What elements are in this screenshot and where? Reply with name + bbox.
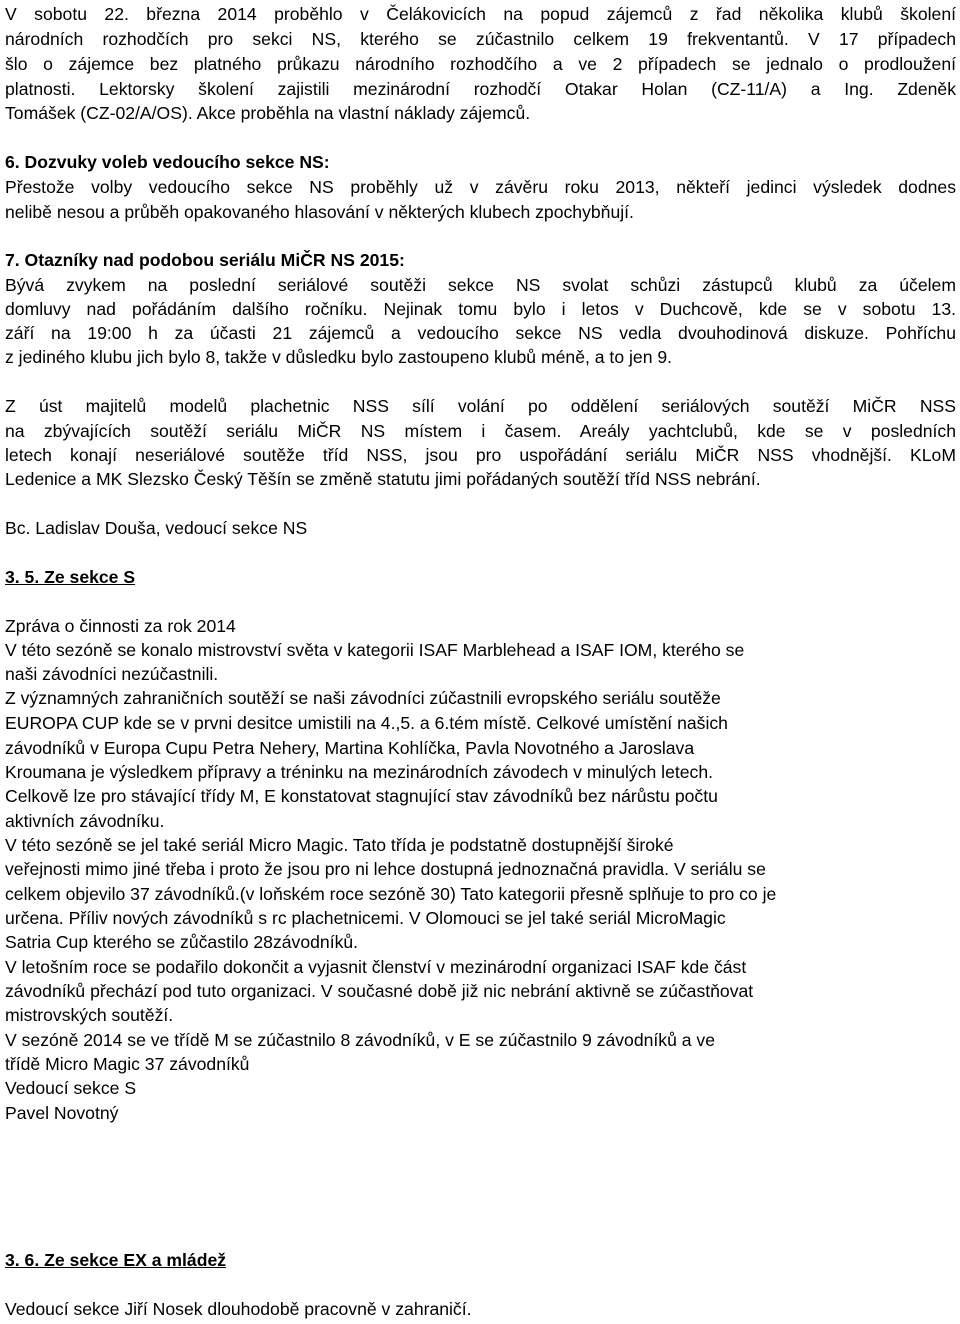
- signature-ns: Bc. Ladislav Douša, vedoucí sekce NS: [5, 518, 308, 538]
- paragraph-line: Vedoucí sekce Jiří Nosek dlouhodobě pracovně v zahraničí.: [5, 1299, 472, 1319]
- paragraph-line: závodníků přechází pod tuto organizaci. V současné době již nic nebrání aktivně se zúčastňovat: [5, 981, 754, 1001]
- paragraph-line: aktivních závodníku.: [5, 811, 165, 831]
- paragraph-line: závodníků v Europa Cupu Petra Nehery, Martina Kohlíčka, Pavla Novotného a Jaroslava: [5, 738, 695, 758]
- paragraph-line: platnosti. Lektorsky školení zajistili mezinárodní rozhodčí Otakar Holan (CZ-11/A) a Ing. Zdeněk: [5, 79, 956, 99]
- section-heading: 3. 6. Ze sekce EX a mládež: [5, 1250, 227, 1270]
- section-heading: 7. Otazníky nad podobou seriálu MiČR NS 2015:: [5, 250, 405, 270]
- paragraph-line: Celkově lze pro stávající třídy M, E konstatovat stagnující stav závodníků bez nárůstu počtu: [5, 786, 718, 806]
- paragraph-line: Bývá zvykem na poslední seriálové soutěži sekce NS svolat schůzi zástupců klubů za účelem: [5, 275, 956, 295]
- paragraph-line: V této sezóně se jel také seriál Micro Magic. Tato třída je podstatně dostupnější široké: [5, 835, 674, 855]
- paragraph-line: domluvy nad pořádáním dalšího ročníku. Nejinak tomu bylo i letos v Duchcově, kde se v sobotu 13.: [5, 299, 956, 319]
- paragraph-line: nelibě nesou a průběh opakovaného hlasování v některých klubech zpochybňují.: [5, 202, 634, 222]
- section-heading: 3. 5. Ze sekce S: [5, 567, 136, 587]
- signature-role: Vedoucí sekce S: [5, 1078, 137, 1098]
- paragraph-line: Přestože volby vedoucího sekce NS proběhly už v závěru roku 2013, někteří jedinci výsledek dodnes: [5, 177, 956, 197]
- paragraph-line: z jediného klubu jich bylo 8, takže v důsledku bylo zastoupeno klubů méně, a to jen 9.: [5, 347, 673, 367]
- paragraph-line: V této sezóně se konalo mistrovství světa v kategorii ISAF Marblehead a ISAF IOM, kterého se: [5, 640, 745, 660]
- paragraph-line: letech konají neseriálové soutěže tříd NSS, jsou pro uspořádání seriálu MiČR NSS vhodnější. KLoM: [5, 445, 956, 465]
- paragraph-line: září na 19:00 h za účasti 21 zájemců a vedoucího sekce NS vedla dvouhodinová diskuze. Pohříchu: [5, 323, 956, 343]
- paragraph-line: EUROPA CUP kde se v prvni desitce umistili na 4.,5. a 6.tém místě. Celkové umístění našich: [5, 713, 728, 733]
- paragraph-line: mistrovských soutěží.: [5, 1005, 174, 1025]
- paragraph-line: určena. Příliv nových závodníků s rc plachetnicemi. V Olomouci se jel také seriál MicroMagic: [5, 908, 726, 928]
- paragraph-line: šlo o zájemce bez platného průkazu národního rozhodčího a ve 2 případech se jednalo o prodloužení: [5, 54, 956, 74]
- paragraph-line: Kroumana je výsledkem přípravy a tréninku na mezinárodních závodech v minulých letech.: [5, 762, 714, 782]
- paragraph-line: třídě Micro Magic 37 závodníků: [5, 1054, 250, 1074]
- paragraph-line: národních rozhodčích pro sekci NS, kterého se zúčastnilo celkem 19 frekventantů. V 17 případech: [5, 29, 956, 49]
- paragraph-line: veřejnosti mimo jiné třeba i proto že jsou pro ni lehce dostupná jednoznačná pravidla. V seriálu se: [5, 859, 766, 879]
- paragraph-line: Z významných zahraničních soutěží se naši závodníci zúčastnili evropského seriálu soutěže: [5, 688, 721, 708]
- paragraph-line: Zpráva o činnosti za rok 2014: [5, 616, 236, 636]
- paragraph-line: V sobotu 22. března 2014 proběhlo v Čelákovicích na popud zájemců z řad několika klubů školení: [5, 4, 956, 24]
- paragraph-line: celkem objevilo 37 závodníků.(v loňském roce sezóně 30) Tato kategorii přesně splňuje to pro co je: [5, 884, 777, 904]
- paragraph-line: V sezóně 2014 se ve třídě M se zúčastnilo 8 závodníků, v E se zúčastnilo 9 závodníků a ve: [5, 1030, 716, 1050]
- paragraph-line: na zbývajících soutěží seriálu MiČR NS místem i časem. Areály yachtclubů, kde se v posledních: [5, 421, 956, 441]
- paragraph-line: V letošním roce se podařilo dokončit a vyjasnit členství v mezinárodní organizaci ISAF kde část: [5, 957, 747, 977]
- paragraph-line: Satria Cup kterého se zůčastilo 28závodníků.: [5, 932, 359, 952]
- paragraph-line: Tomášek (CZ-02/A/OS). Akce proběhla na vlastní náklady zájemců.: [5, 103, 531, 123]
- signature-name: Pavel Novotný: [5, 1103, 119, 1123]
- paragraph-line: naši závodníci nezúčastnili.: [5, 664, 219, 684]
- paragraph-line: Z úst majitelů modelů plachetnic NSS sílí volání po oddělení seriálových soutěží MiČR NSS: [5, 396, 956, 416]
- paragraph-line: Ledenice a MK Slezsko Český Těšín se změně statutu jimi pořádaných soutěží tříd NSS nebrání.: [5, 469, 761, 489]
- section-heading: 6. Dozvuky voleb vedoucího sekce NS:: [5, 152, 330, 172]
